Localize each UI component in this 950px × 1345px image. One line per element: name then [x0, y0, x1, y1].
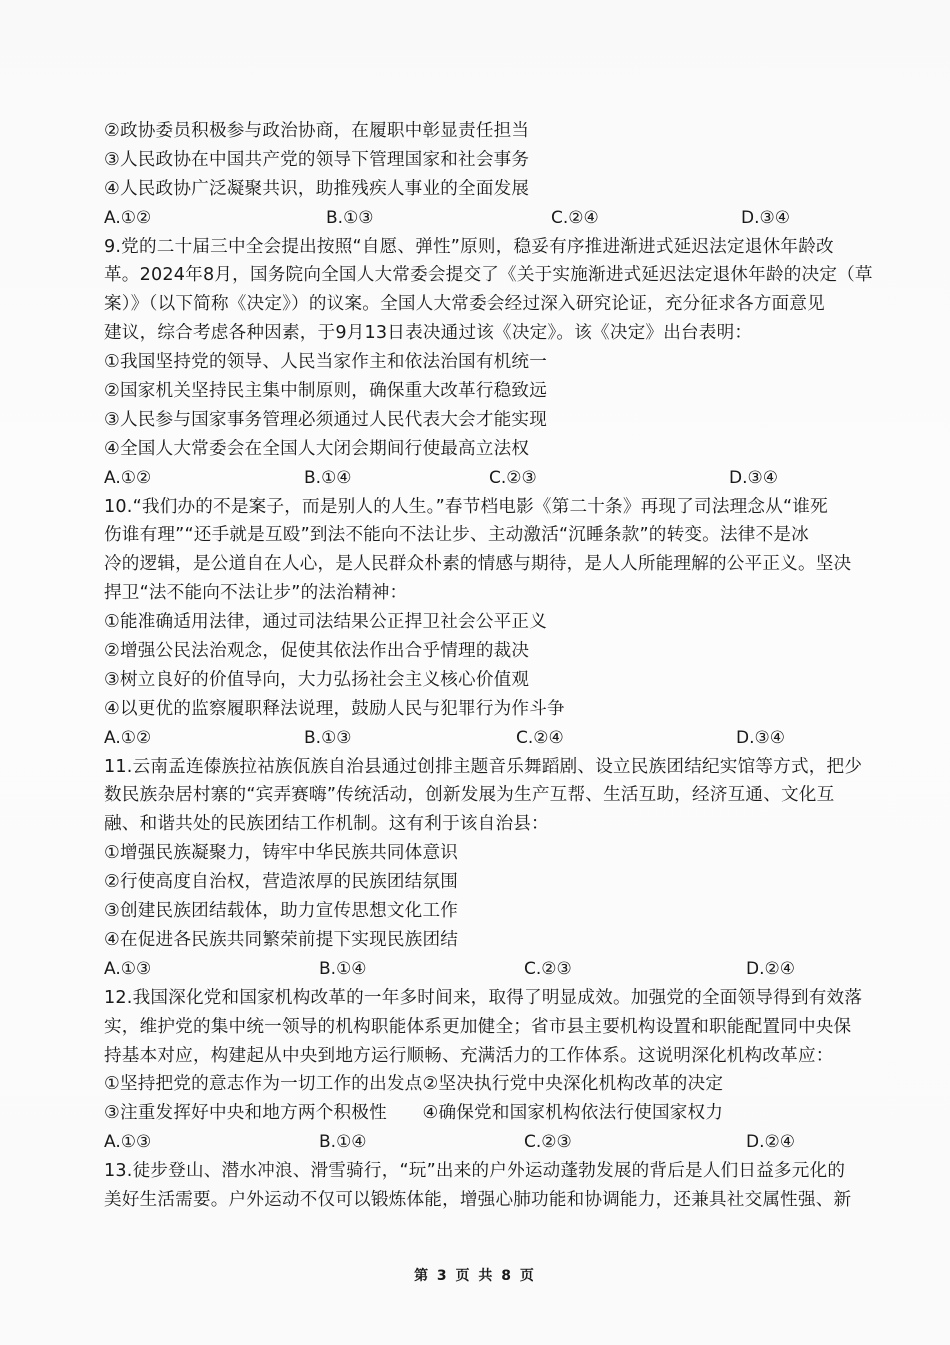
option-d: D.③④: [736, 727, 785, 748]
answer-options: [104, 955, 900, 984]
choice-item: ②政协委员积极参与政治协商，在履职中彰显责任担当: [104, 121, 530, 141]
choice-item: ③树立良好的价值导向，大力弘扬社会主义核心价值观: [104, 669, 530, 690]
option-c: C.②④: [551, 207, 599, 228]
option-a: A.①②: [104, 207, 152, 228]
choice-item: ②增强公民法治观念，促使其依法作出合乎情理的裁决: [104, 641, 530, 662]
question-stem-line: 美好生活需要。户外运动不仅可以锻炼体能，增强心肺功能和协调能力，还兼具社交属性强、新: [104, 1189, 852, 1210]
question-10: [104, 493, 900, 753]
choice-item: ①增强民族凝聚力，铸牢中华民族共同体意识: [104, 843, 459, 864]
question-11: [104, 753, 900, 984]
option-d: D.②④: [746, 958, 795, 979]
option-c: C.②③: [524, 958, 572, 979]
page-number-footer: 第 3 页 共 8 页: [414, 1268, 536, 1284]
choice-item: ④在促进各民族共同繁荣前提下实现民族团结: [104, 929, 459, 950]
option-b: B.①③: [326, 207, 374, 228]
answer-options: [104, 724, 900, 753]
question-stem-line: 10.“我们办的不是案子，而是别人的人生。”春节档电影《第二十条》再现了司法理念从“谁死: [104, 496, 828, 517]
question-stem-line: 伤谁有理”“还手就是互殴”到法不能向不法让步、主动激活“沉睡条款”的转变。法律不是冰: [104, 525, 809, 546]
option-d: D.③④: [729, 467, 778, 488]
choice-item: ②行使高度自治权，营造浓厚的民族团结氛围: [104, 872, 459, 893]
option-a: A.①②: [104, 727, 152, 748]
question-13: [104, 1157, 900, 1215]
choice-item: ④全国人大常委会在全国人大闭会期间行使最高立法权: [104, 438, 530, 459]
question-stem-line: 9.党的二十届三中全会提出按照“自愿、弹性”原则，稳妥有序推进渐进式延迟法定退休年龄改: [104, 236, 834, 257]
choice-item: ①能准确适用法律，通过司法结果公正捍卫社会公平正义: [104, 612, 548, 633]
choice-item: ①我国坚持党的领导、人民当家作主和依法治国有机统一: [104, 352, 548, 373]
option-b: B.①④: [304, 467, 352, 488]
choice-item: ④以更优的监察履职释法说理，鼓励人民与犯罪行为作斗争: [104, 698, 565, 719]
option-a: A.①②: [104, 467, 152, 488]
choice-item: ④人民政协广泛凝聚共识，助推残疾人事业的全面发展: [104, 178, 530, 199]
question-stem-line: 革。2024年8月，国务院向全国人大常委会提交了《关于实施渐进式延迟法定退休年龄的决定（草: [104, 265, 873, 286]
question-9: [104, 233, 900, 493]
answer-options: [104, 1128, 900, 1157]
question-stem-line: 数民族杂居村寨的“宾弄赛嗨”传统活动，创新发展为生产互帮、生活互助，经济互通、文化互: [104, 785, 835, 806]
question-stem-line: 12.我国深化党和国家机构改革的一年多时间来，取得了明显成效。加强党的全面领导得到有效落: [104, 987, 863, 1008]
question-stem-line: 冷的逻辑，是公道自在人心，是人民群众朴素的情感与期待，是人人所能理解的公平正义。坚决: [104, 554, 852, 575]
option-b: B.①③: [304, 727, 352, 748]
question-stem-line: 实，维护党的集中统一领导的机构职能体系更加健全；省市县主要机构设置和职能配置同中央保: [104, 1016, 852, 1037]
option-c: C.②③: [524, 1132, 572, 1153]
choice-item: ①坚持把党的意志作为一切工作的出发点②坚决执行党中央深化机构改革的决定: [104, 1074, 724, 1095]
question-12: [104, 984, 900, 1157]
question-stem-line: 捍卫“法不能向不法让步”的法治精神：: [104, 583, 408, 604]
option-c: C.②③: [489, 467, 537, 488]
question-stem-line: 持基本对应，构建起从中央到地方运行顺畅、充满活力的工作体系。这说明深化机构改革应：: [104, 1045, 834, 1066]
option-d: D.③④: [741, 207, 790, 228]
option-c: C.②④: [516, 727, 564, 748]
option-a: A.①③: [104, 1132, 152, 1153]
option-d: D.②④: [746, 1132, 795, 1153]
choice-item: ③人民参与国家事务管理必须通过人民代表大会才能实现: [104, 409, 548, 430]
question-stem-line: 建议，综合考虑各种因素，于9月13日表决通过该《决定》。该《决定》出台表明：: [104, 323, 753, 344]
question-stem-line: 案）》（以下简称《决定》）的议案。全国人大常委会经过深入研究论证，充分征求各方面意见: [104, 294, 825, 315]
answer-options: [104, 464, 900, 493]
choice-item: ③注重发挥好中央和地方两个积极性 ④确保党和国家机构依法行使国家权力: [104, 1103, 724, 1124]
answer-options: [104, 204, 900, 233]
page-content: [104, 117, 900, 1215]
choice-item: ②国家机关坚持民主集中制原则，确保重大改革行稳致远: [104, 381, 548, 402]
choice-item: ③创建民族团结载体，助力宣传思想文化工作: [104, 901, 459, 922]
question-stem-line: 11.云南孟连傣族拉祜族佤族自治县通过创排主题音乐舞蹈剧、设立民族团结纪实馆等方式，把少: [104, 756, 863, 777]
choice-item: ③人民政协在中国共产党的领导下管理国家和社会事务: [104, 149, 530, 170]
option-b: B.①④: [319, 1132, 367, 1153]
question-stem-line: 13.徒步登山、潜水冲浪、滑雪骑行，“玩”出来的户外运动蓬勃发展的背后是人们日益多元化的: [104, 1161, 846, 1182]
question-8-fragment: [104, 117, 900, 233]
question-stem-line: 融、和谐共处的民族团结工作机制。这有利于该自治县：: [104, 814, 549, 835]
option-b: B.①④: [319, 958, 367, 979]
option-a: A.①③: [104, 958, 152, 979]
